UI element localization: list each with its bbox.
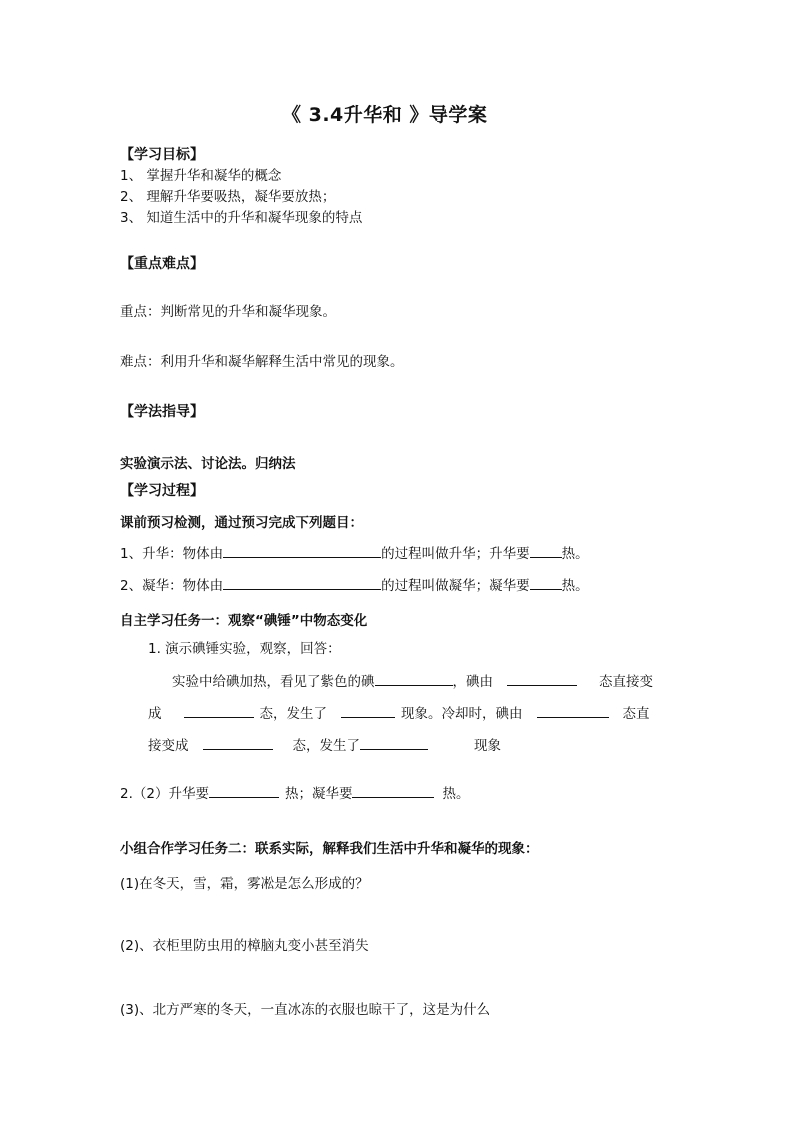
process-heading: 【学习过程】 xyxy=(120,483,204,499)
experiment-text: 态直 xyxy=(622,706,650,722)
objective-item: 1、 掌握升华和凝华的概念 xyxy=(120,168,282,184)
experiment-line-3 xyxy=(148,735,501,755)
task2-question: (2)、衣柜里防虫用的樟脑丸变小甚至消失 xyxy=(120,938,369,954)
question-text: 热。 xyxy=(442,786,470,802)
answer-blank[interactable] xyxy=(223,543,381,558)
answer-blank[interactable] xyxy=(209,783,279,798)
experiment-text: 态，发生了 xyxy=(259,706,327,722)
question-text: 热；凝华要 xyxy=(284,786,353,802)
experiment-text: 态，发生了 xyxy=(292,738,360,754)
question-text: 的过程叫做升华；升华要 xyxy=(381,546,530,562)
question-text: 2、凝华：物体由 xyxy=(120,578,224,594)
experiment-text: 接变成 xyxy=(148,738,189,754)
answer-blank[interactable] xyxy=(537,703,609,718)
key-points-heading: 【重点难点】 xyxy=(120,256,204,272)
objectives-heading: 【学习目标】 xyxy=(120,147,204,163)
task2-question: (3)、北方严寒的冬天，一直冰冻的衣服也晾干了，这是为什么 xyxy=(120,1002,491,1018)
answer-blank[interactable] xyxy=(530,543,562,558)
answer-blank[interactable] xyxy=(223,575,381,590)
question-text: 热。 xyxy=(561,546,589,562)
experiment-line-1 xyxy=(172,671,653,691)
question-text: 2.（2）升华要 xyxy=(120,786,209,802)
answer-blank[interactable] xyxy=(375,671,453,686)
answer-blank[interactable] xyxy=(184,703,254,718)
answer-blank[interactable] xyxy=(352,783,434,798)
question-text: 的过程叫做凝华；凝华要 xyxy=(381,578,530,594)
task2-question: (1)在冬天，雪，霜，雾凇是怎么形成的？ xyxy=(120,876,369,892)
experiment-line-2 xyxy=(148,703,650,723)
answer-blank[interactable] xyxy=(507,671,577,686)
method-heading: 【学法指导】 xyxy=(120,404,204,420)
preview-title: 课前预习检测，通过预习完成下列题目： xyxy=(120,515,363,531)
experiment-text: ，碘由 xyxy=(452,674,493,690)
objective-item: 3、 知道生活中的升华和凝华现象的特点 xyxy=(120,210,363,226)
task2-title: 小组合作学习任务二：联系实际，解释我们生活中升华和凝华的现象： xyxy=(120,841,539,857)
answer-blank[interactable] xyxy=(341,703,395,718)
experiment-text: 态直接变 xyxy=(599,674,653,690)
experiment-text: 现象。冷却时，碘由 xyxy=(401,706,523,722)
answer-blank[interactable] xyxy=(360,735,428,750)
difficult-point-text: 难点：利用升华和凝华解释生活中常见的现象。 xyxy=(120,354,404,370)
page-title: 《 3.4升华和 》导学案 xyxy=(282,104,488,126)
method-text: 实验演示法、讨论法。归纳法 xyxy=(120,456,296,472)
preview-question-2 xyxy=(120,575,589,595)
answer-blank[interactable] xyxy=(203,735,273,750)
experiment-text: 成 xyxy=(148,706,162,722)
question-text: 1、升华：物体由 xyxy=(120,546,224,562)
experiment-text: 实验中给碘加热，看见了紫色的碘 xyxy=(172,674,375,690)
summary-question xyxy=(120,783,469,803)
key-point-text: 重点：判断常见的升华和凝华现象。 xyxy=(120,304,336,320)
answer-blank[interactable] xyxy=(530,575,562,590)
experiment-text: 现象 xyxy=(474,738,501,754)
preview-question-1 xyxy=(120,543,589,563)
task1-step: 1. 演示碘锤实验，观察，回答： xyxy=(148,641,341,657)
objective-item: 2、 理解升华要吸热，凝华要放热； xyxy=(120,189,336,205)
task1-title: 自主学习任务一：观察“碘锤”中物态变化 xyxy=(120,613,368,629)
question-text: 热。 xyxy=(561,578,589,594)
